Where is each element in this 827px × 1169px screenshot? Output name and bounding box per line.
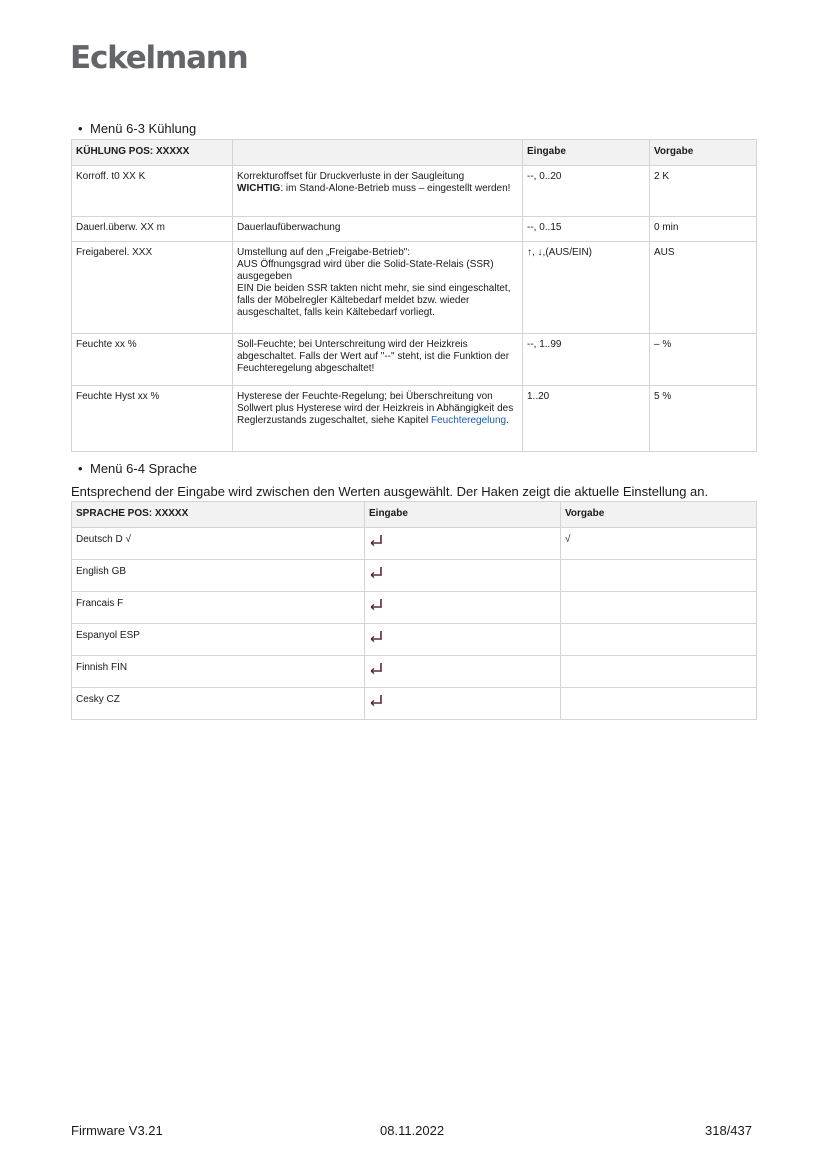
language-name: Finnish FIN bbox=[72, 656, 365, 688]
enter-key-icon bbox=[369, 694, 383, 706]
column-header: KÜHLUNG POS: XXXXX bbox=[72, 140, 233, 166]
param-description: Soll-Feuchte; bei Unterschreitung wird der Heizkreis abgeschaltet. Falls der Wert auf "--" steht, ist die Funktion der Feuchteregelung abgeschaltet! bbox=[233, 334, 523, 386]
table-header-row bbox=[72, 140, 757, 166]
desc-text: EIN Die beiden SSR takten nicht mehr, sie sind eingeschaltet, falls der Möbelregler Kältebedarf meldet bzw. wieder ausgeschaltet, falls kein Kältebedarf vorliegt. bbox=[237, 283, 511, 318]
language-name: Deutsch D √ bbox=[72, 528, 365, 560]
enter-key-icon bbox=[369, 566, 383, 578]
column-header: Vorgabe bbox=[650, 140, 757, 166]
language-input bbox=[365, 624, 561, 656]
param-description bbox=[233, 386, 523, 452]
section-heading-sprache bbox=[78, 461, 197, 476]
column-header: SPRACHE POS: XXXXX bbox=[72, 502, 365, 528]
param-input: 1..20 bbox=[523, 386, 650, 452]
table-row bbox=[72, 334, 757, 386]
language-input bbox=[365, 688, 561, 720]
bullet-point: • bbox=[78, 461, 83, 476]
param-default: 2 K bbox=[650, 166, 757, 217]
table-header-row bbox=[72, 502, 757, 528]
language-input bbox=[365, 592, 561, 624]
sprache-table bbox=[71, 501, 757, 720]
language-input bbox=[365, 656, 561, 688]
section-heading-text: Menü 6-4 Sprache bbox=[90, 461, 197, 476]
param-name: Feuchte xx % bbox=[72, 334, 233, 386]
footer-firmware: Firmware V3.21 bbox=[71, 1123, 163, 1138]
param-description: Dauerlaufüberwachung bbox=[233, 217, 523, 242]
language-default bbox=[561, 624, 757, 656]
language-default bbox=[561, 592, 757, 624]
language-default bbox=[561, 688, 757, 720]
param-default: 5 % bbox=[650, 386, 757, 452]
param-default: – % bbox=[650, 334, 757, 386]
language-input bbox=[365, 528, 561, 560]
feuchteregelung-link[interactable]: Feuchteregelung bbox=[431, 415, 507, 426]
desc-text: AUS Öffnungsgrad wird über die Solid-State-Relais (SSR) ausgegeben bbox=[237, 259, 494, 282]
param-name: Korroff. t0 XX K bbox=[72, 166, 233, 217]
desc-text: Umstellung auf den „Freigabe-Betrieb": bbox=[237, 247, 411, 258]
language-name: Cesky CZ bbox=[72, 688, 365, 720]
column-header: Vorgabe bbox=[561, 502, 757, 528]
language-default: √ bbox=[561, 528, 757, 560]
enter-key-icon bbox=[369, 534, 383, 546]
kuehlung-table bbox=[71, 139, 757, 452]
table-row bbox=[72, 592, 757, 624]
column-header: Eingabe bbox=[365, 502, 561, 528]
table-row bbox=[72, 528, 757, 560]
language-name: Espanyol ESP bbox=[72, 624, 365, 656]
footer-date: 08.11.2022 bbox=[380, 1123, 445, 1138]
brand-logo: Eckelmann bbox=[70, 40, 248, 76]
column-header: Eingabe bbox=[523, 140, 650, 166]
table-row bbox=[72, 624, 757, 656]
desc-text: . bbox=[506, 415, 509, 426]
param-input: --, 0..20 bbox=[523, 166, 650, 217]
bullet-point: • bbox=[78, 121, 83, 136]
desc-text: Hysterese der Feuchte-Regelung; bei Überschreitung von Sollwert plus Hysterese wird der Heizkreis in Abhängigkeit des Reglerzustands zugeschaltet, siehe Kapitel bbox=[237, 391, 514, 426]
table-row bbox=[72, 217, 757, 242]
param-default: AUS bbox=[650, 242, 757, 334]
enter-key-icon bbox=[369, 662, 383, 674]
desc-text: : im Stand-Alone-Betrieb muss – eingestellt werden! bbox=[280, 183, 511, 194]
table-row bbox=[72, 656, 757, 688]
language-name: Francais F bbox=[72, 592, 365, 624]
param-name: Feuchte Hyst xx % bbox=[72, 386, 233, 452]
table-row bbox=[72, 688, 757, 720]
column-header bbox=[233, 140, 523, 166]
param-name: Freigaberel. XXX bbox=[72, 242, 233, 334]
enter-key-icon bbox=[369, 630, 383, 642]
param-input: ↑, ↓,(AUS/EIN) bbox=[523, 242, 650, 334]
section-heading-kuehlung bbox=[78, 121, 196, 136]
desc-bold: WICHTIG bbox=[237, 183, 281, 194]
table-row bbox=[72, 560, 757, 592]
param-input: --, 1..99 bbox=[523, 334, 650, 386]
language-default bbox=[561, 560, 757, 592]
enter-key-icon bbox=[369, 598, 383, 610]
section-heading-text: Menü 6-3 Kühlung bbox=[90, 121, 197, 136]
param-description bbox=[233, 166, 523, 217]
language-input bbox=[365, 560, 561, 592]
language-default bbox=[561, 656, 757, 688]
param-description bbox=[233, 242, 523, 334]
param-name: Dauerl.überw. XX m bbox=[72, 217, 233, 242]
param-default: 0 min bbox=[650, 217, 757, 242]
table-row bbox=[72, 386, 757, 452]
table-row bbox=[72, 166, 757, 217]
table-row bbox=[72, 242, 757, 334]
language-name: English GB bbox=[72, 560, 365, 592]
param-input: --, 0..15 bbox=[523, 217, 650, 242]
sprache-intro-text: Entsprechend der Eingabe wird zwischen den Werten ausgewählt. Der Haken zeigt die aktuelle Einstellung an. bbox=[71, 484, 709, 499]
footer-page-number: 318/437 bbox=[705, 1123, 752, 1138]
desc-text: Korrekturoffset für Druckverluste in der Saugleitung bbox=[237, 171, 465, 182]
